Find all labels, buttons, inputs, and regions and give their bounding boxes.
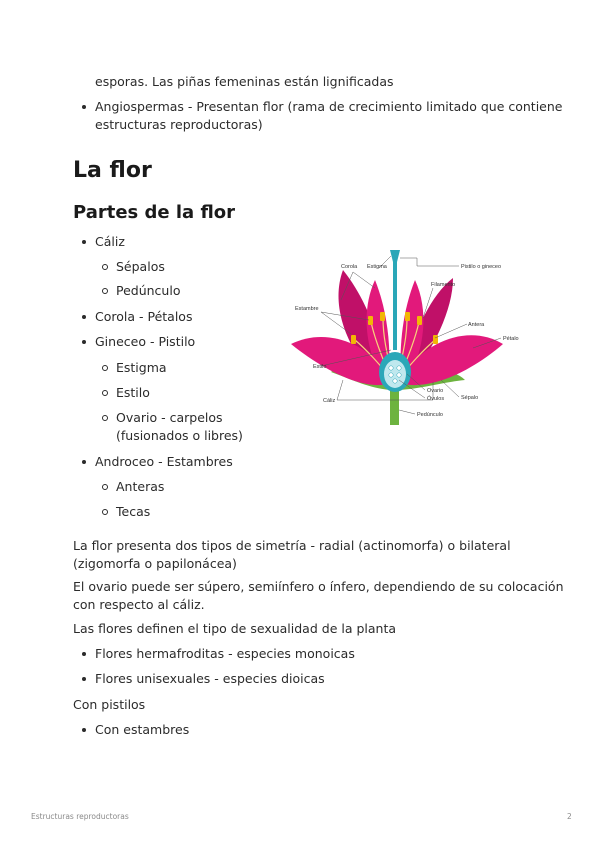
label-ovario: Ovario <box>427 388 444 394</box>
style-shape <box>390 250 400 350</box>
footer-page-number: 2 <box>567 812 572 821</box>
ovary-inner-shape <box>384 360 406 388</box>
label-filamento: Filamento <box>431 282 456 288</box>
list-item-gineceo: Gineceo - Pistilo <box>95 334 196 349</box>
label-antera: Antera <box>468 322 485 328</box>
ovario-par-line1: El ovario puede ser súpero, semiínfero o ínfero, dependiendo de su colocación <box>73 579 564 594</box>
label-estilo: Estilo <box>313 364 327 370</box>
ovario-par-line2: con respecto al cáliz. <box>73 597 205 612</box>
intro-continuation: esporas. Las piñas femeninas están lignificadas <box>95 74 394 89</box>
label-petalo: Pétalo <box>503 336 519 342</box>
list-item-unisexuales: Flores unisexuales - especies dioicas <box>95 671 325 686</box>
list-item-con-estambres: Con estambres <box>95 722 190 737</box>
flower-diagram <box>283 240 528 425</box>
label-ovulos: Óvulos <box>427 396 445 402</box>
angiospermas-line2: estructuras reproductoras) <box>95 117 263 132</box>
label-pistilo: Pistilo o gineceo <box>461 264 502 270</box>
list-item-androceo: Androceo - Estambres <box>95 454 233 469</box>
label-caliz: Cáliz <box>323 398 336 404</box>
list-item-anteras: Anteras <box>116 479 165 494</box>
paragraph-simetria <box>73 537 511 573</box>
stem-shape <box>390 388 399 425</box>
list-item-hermafroditas: Flores hermafroditas - especies monoicas <box>95 646 355 661</box>
label-sepalo: Sépalo <box>461 395 479 401</box>
footer-title: Estructuras reproductoras <box>31 812 129 821</box>
paragraph-con-pistilos: Con pistilos <box>73 697 146 712</box>
paragraph-sexualidad: Las flores definen el tipo de sexualidad de la planta <box>73 621 397 636</box>
paragraph-ovario <box>73 578 564 614</box>
list-item-angiospermas <box>95 98 562 134</box>
list-item-pedunculo: Pedúnculo <box>116 283 181 298</box>
simetria-line1: La flor presenta dos tipos de simetría - radial (actinomorfa) o bilateral <box>73 538 511 553</box>
list-item-estigma: Estigma <box>116 360 167 375</box>
angiospermas-line1: Angiospermas - Presentan flor (rama de crecimiento limitado que contiene <box>95 99 563 114</box>
label-estigma: Estigma <box>367 264 387 270</box>
label-corola: Corola <box>341 264 358 270</box>
list-item-corola: Corola - Pétalos <box>95 309 193 324</box>
ovario-line2: (fusionados o libres) <box>116 428 243 443</box>
heading-partes-flor: Partes de la flor <box>73 202 236 223</box>
list-item-caliz: Cáliz <box>95 234 125 249</box>
list-item-tecas: Tecas <box>116 504 151 519</box>
list-item-ovario <box>116 409 243 445</box>
label-pedunculo: Pedúnculo <box>417 412 443 418</box>
label-estambre: Estambre <box>295 306 319 312</box>
ovario-line1: Ovario - carpelos <box>116 410 223 425</box>
simetria-line2: (zigomorfa o papilonácea) <box>73 556 237 571</box>
list-item-estilo: Estilo <box>116 385 150 400</box>
list-item-sepalos: Sépalos <box>116 259 165 274</box>
heading-la-flor: La flor <box>73 158 152 183</box>
